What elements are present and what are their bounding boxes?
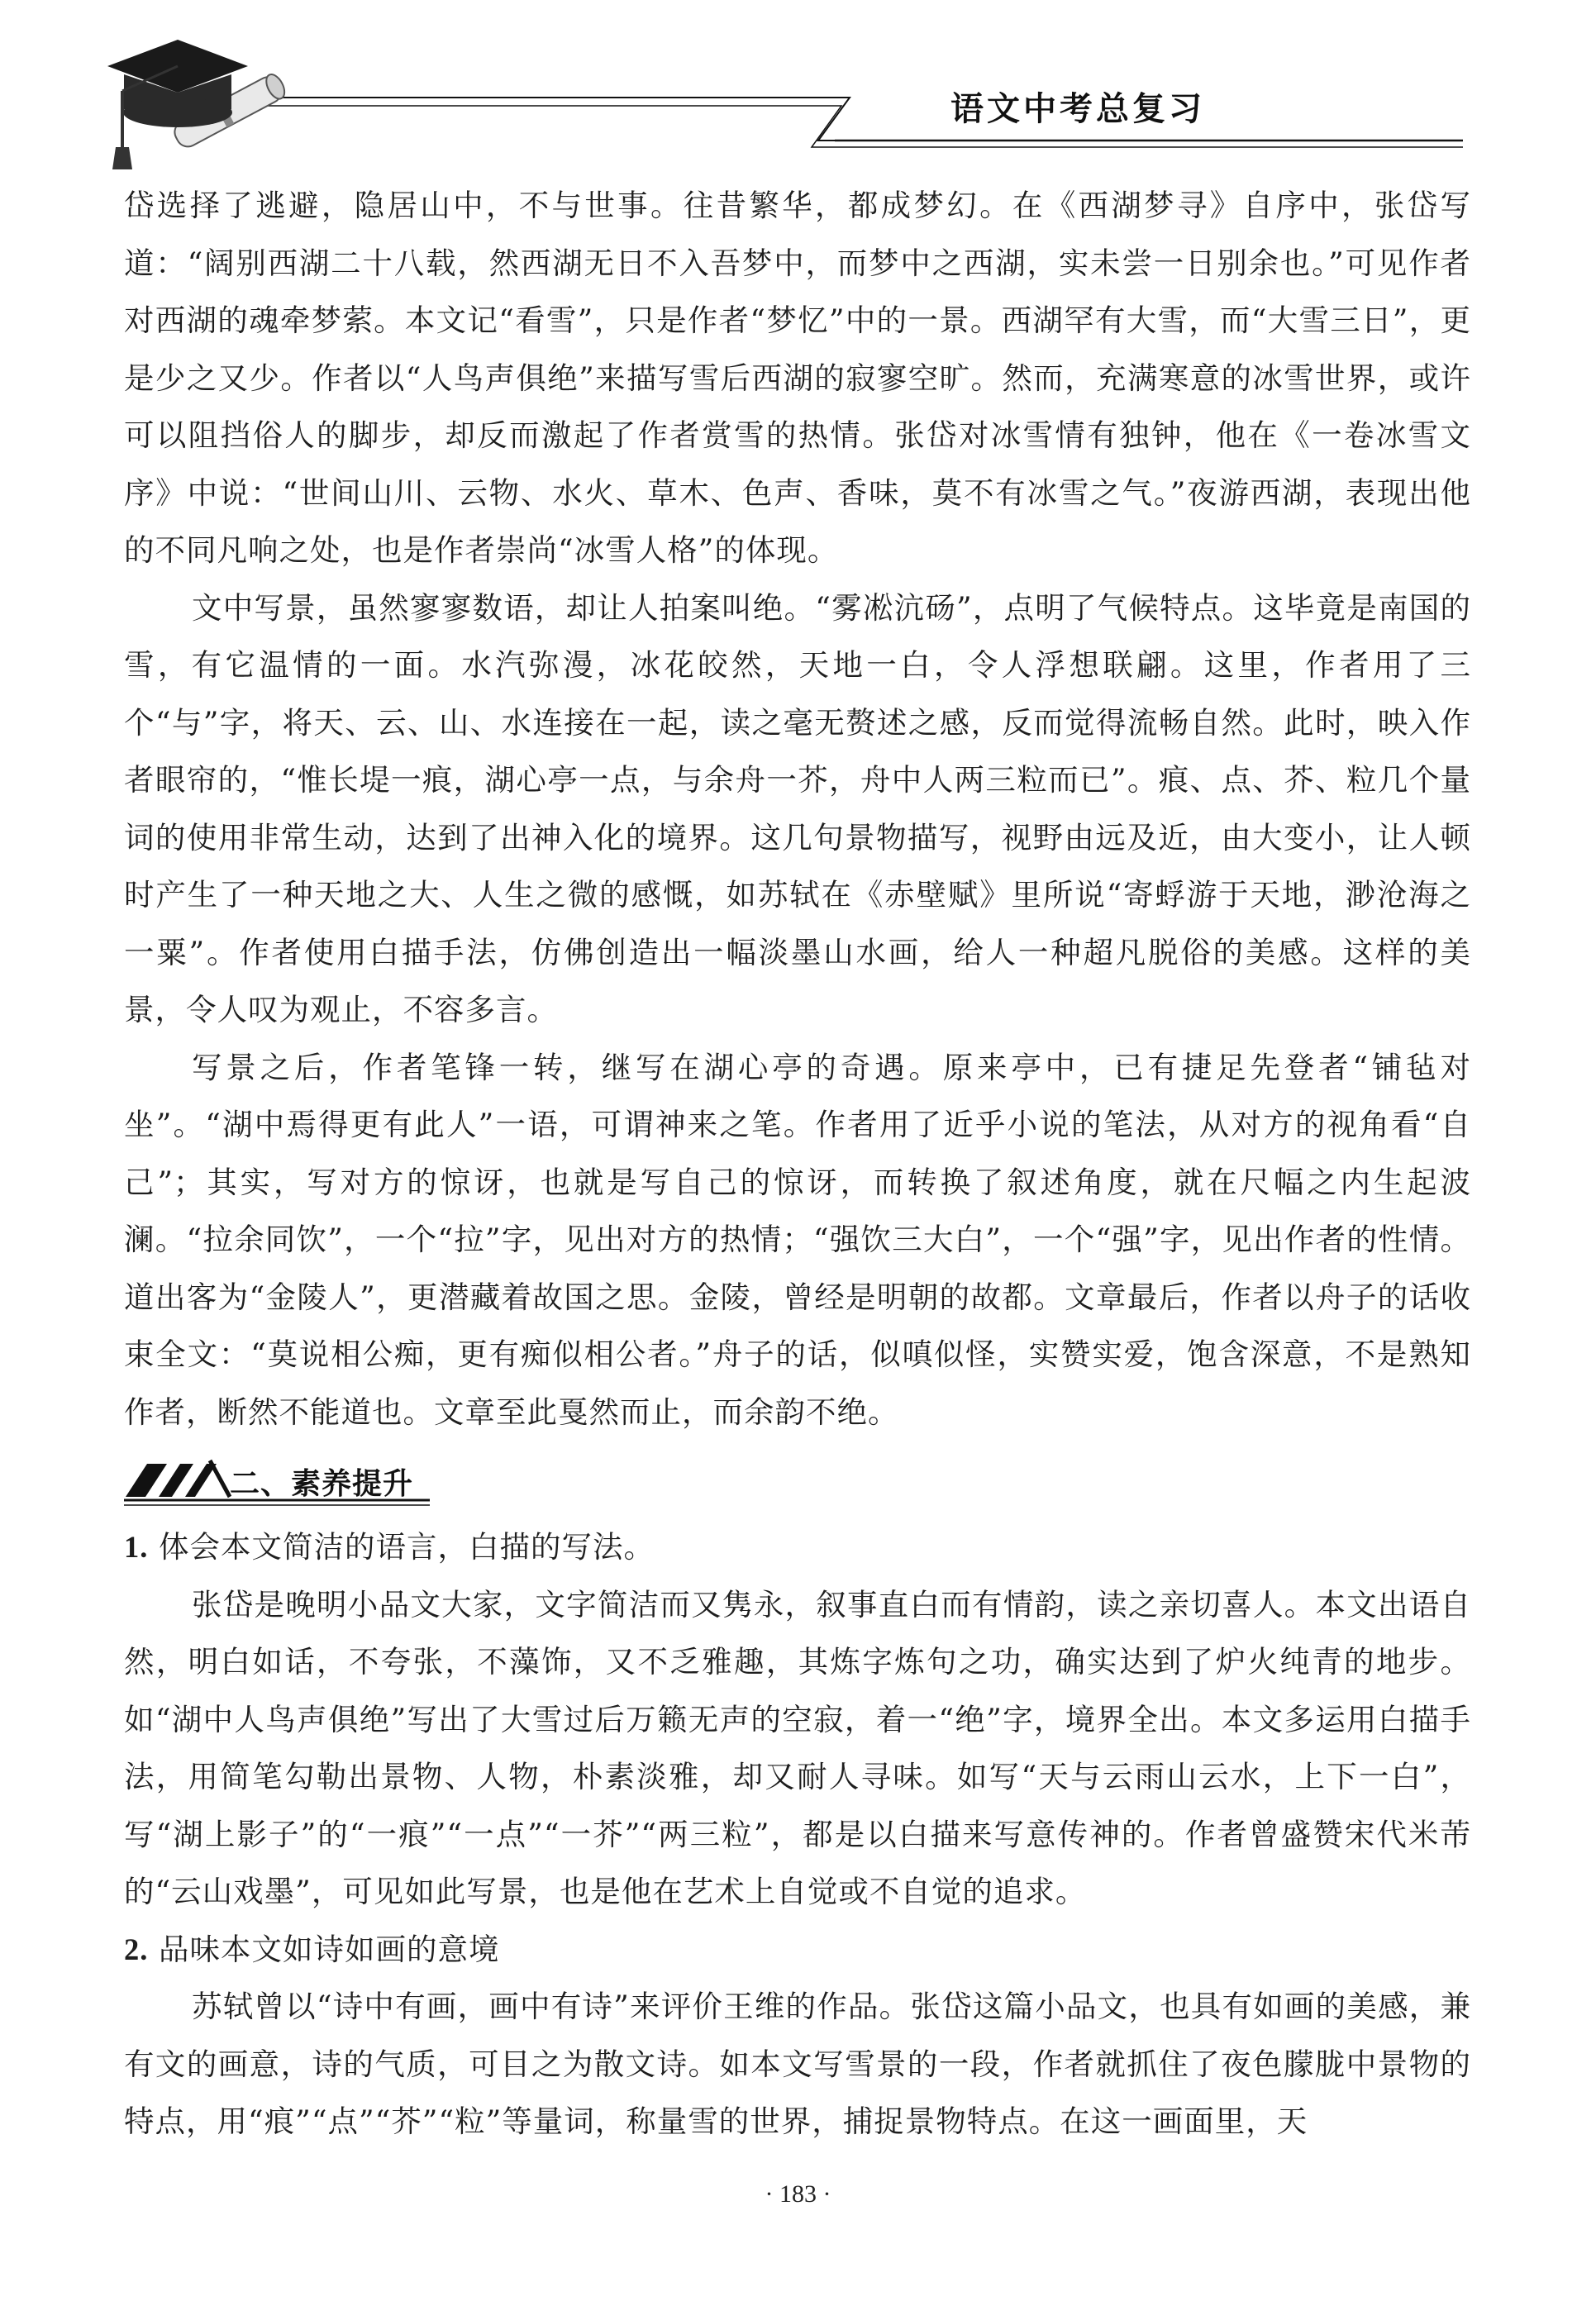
item-heading-text: 体会本文简洁的语言，白描的写法。 [158,1529,655,1565]
page-number: · 183 · [765,2180,831,2208]
item-heading-text: 品味本文如诗如画的意境 [158,1931,500,1967]
item-number: 1. [124,1530,149,1564]
section-heading [124,1449,1471,1518]
paragraph: 文中写景，虽然寥寥数语，却让人拍案叫绝。“雾凇沆砀”，点明了气候特点。这毕竟是南国的雪，有它温情的一面。水汽弥漫，冰花皎然，天地一白，令人浮想联翩。这里，作者用了三个“与”字，将天、云、山、水连接在一起，读之毫无赘述之感，反而觉得流畅自然。此时，映入作者眼帘的，“惟长堤一痕，湖心亭一点，与余舟一芥，舟中人两三粒而已”。痕、点、芥、粒几个量词的使用非常生动，达到了出神入化的境界。这几句景物描写，视野由远及近，由大变小，让人顿时产生了一种天地之大、人生之微的感慨，如苏轼在《赤壁赋》里所说“寄蜉游于天地，渺沧海之一粟”。作者使用白描手法，仿佛创造出一幅淡墨山水画，给人一种超凡脱俗的美感。这样的美景，令人叹为观止，不容多言。 [124,589,1471,1027]
paragraph: 张岱是晚明小品文大家，文字简洁而又隽永，叙事直白而有情韵，读之亲切喜人。本文出语自然，明白如话，不夸张，不藻饰，又不乏雅趣，其炼字炼句之功，确实达到了炉火纯青的地步。如“湖中人鸟声俱绝”写出了大雪过后万籁无声的空寂，着一“绝”字，境界全出。本文多运用白描手法，用简笔勾勒出景物、人物，朴素淡雅，却又耐人寻味。如写“天与云雨山云水，上下一白”，写“湖上影子”的“一痕”“一点”“一芥”“两三粒”，都是以白描来写意传神的。作者曾盛赞宋代米芾的“云山戏墨”，可见如此写景，也是他在艺术上自觉或不自觉的追求。 [124,1586,1471,1909]
item-heading [124,1518,1471,1576]
book-title: 语文中考总复习 [950,89,1205,128]
paragraph: 写景之后，作者笔锋一转，继写在湖心亭的奇遇。原来亭中，已有捷足先登者“铺毡对坐”。“湖中焉得更有此人”一语，可谓神来之笔。作者用了近乎小说的笔法，从对方的视角看“自己”；其实，写对方的惊讶，也就是写自己的惊讶，而转换了叙述角度，就在尺幅之内生起波澜。“拉余同饮”，一个“拉”字，见出对方的热情；“强饮三大白”，一个“强”字，见出作者的性情。道出客为“金陵人”，更潜藏着故国之思。金陵，曾经是明朝的故都。文章最后，作者以舟子的话收束全文：“莫说相公痴，更有痴似相公者。”舟子的话，似嗔似怪，实赞实爱，饱含深意，不是熟知作者，断然不能道也。文章至此戛然而止，而余韵不绝。 [124,1049,1471,1430]
paragraph: 苏轼曾以“诗中有画，画中有诗”来评价王维的作品。张岱这篇小品文，也具有如画的美感，兼有文的画意，诗的气质，可目之为散文诗。如本文写雪景的一段，作者就抓住了夜色朦胧中景物的特点，用“痕”“点”“芥”“粒”等量词，称量雪的世界，捕捉景物特点。在这一画面里，天 [124,1989,1471,2139]
page-header [0,0,1596,182]
section-title: 二、素养提升 [230,1466,414,1501]
page-body [124,177,1471,2151]
item-number: 2. [124,1932,149,1966]
item-heading [124,1921,1471,1979]
paragraph: 岱选择了逃避，隐居山中，不与世事。往昔繁华，都成梦幻。在《西湖梦寻》自序中，张岱写道：“阔别西湖二十八载，然西湖无日不入吾梦中，而梦中之西湖，实未尝一日别余也。”可见作者对西湖的魂牵梦萦。本文记“看雪”，只是作者“梦忆”中的一景。西湖罕有大雪，而“大雪三日”，更是少之又少。作者以“人鸟声俱绝”来描写雪后西湖的寂寥空旷。然而，充满寒意的冰雪世界，或许可以阻挡俗人的脚步，却反而激起了作者赏雪的热情。张岱对冰雪情有独钟，他在《一卷冰雪文序》中说：“世间山川、云物、水火、草木、色声、香味，莫不有冰雪之气。”夜游西湖，表现出他的不同凡响之处，也是作者崇尚“冰雪人格”的体现。 [124,188,1471,568]
graduation-cap-icon [99,33,289,174]
